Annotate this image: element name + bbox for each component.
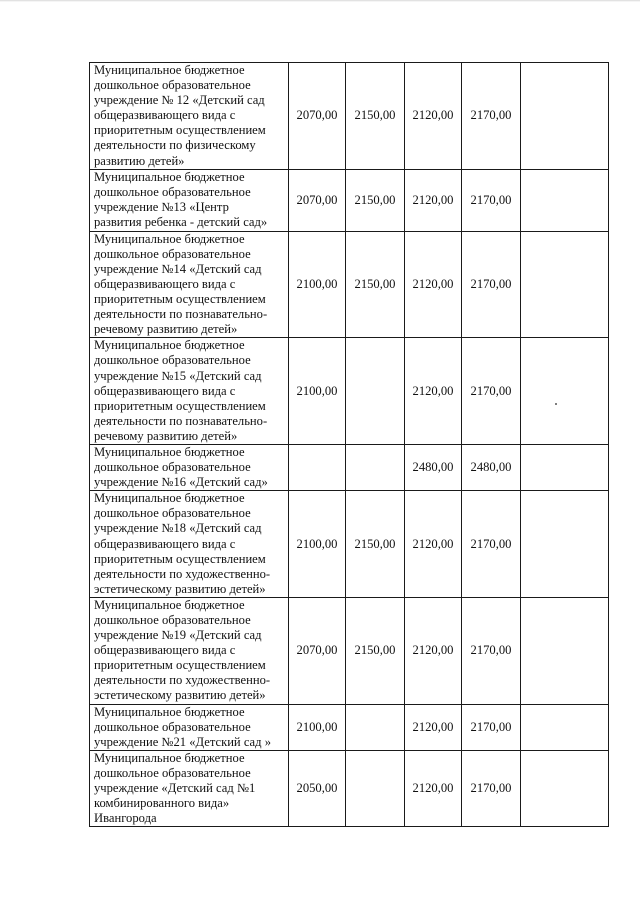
table-row xyxy=(90,704,609,750)
price-cell-2 xyxy=(346,704,405,750)
price-cell-3: 2120,00 xyxy=(405,169,462,231)
price-cell-5 xyxy=(521,338,609,445)
price-cell-5 xyxy=(521,169,609,231)
price-cell-4: 2480,00 xyxy=(462,444,521,490)
institution-name-cell: Муниципальное бюджетное дошкольное образовательное учреждение №18 «Детский сад общеразвивающего вида с приоритетным осуществлением деятельности по художественно- эстетическому развитию детей» xyxy=(90,491,289,598)
price-cell-4: 2170,00 xyxy=(462,338,521,445)
price-cell-5 xyxy=(521,444,609,490)
price-cell-2 xyxy=(346,750,405,826)
price-cell-3: 2480,00 xyxy=(405,444,462,490)
price-cell-4: 2170,00 xyxy=(462,231,521,338)
institution-name-cell: Муниципальное бюджетное дошкольное образовательное учреждение №14 «Детский сад общеразвивающего вида с приоритетным осуществлением деятельности по познавательно- речевому развитию детей» xyxy=(90,231,289,338)
price-cell-5 xyxy=(521,491,609,598)
price-cell-5 xyxy=(521,704,609,750)
table-row xyxy=(90,63,609,170)
price-cell-5 xyxy=(521,597,609,704)
price-cell-5 xyxy=(521,750,609,826)
price-cell-1: 2100,00 xyxy=(289,231,346,338)
institution-name-cell: Муниципальное бюджетное дошкольное образовательное учреждение №21 «Детский сад » xyxy=(90,704,289,750)
price-cell-2 xyxy=(346,338,405,445)
price-cell-3: 2120,00 xyxy=(405,704,462,750)
price-cell-4: 2170,00 xyxy=(462,63,521,170)
price-cell-3: 2120,00 xyxy=(405,491,462,598)
price-cell-2: 2150,00 xyxy=(346,597,405,704)
institution-name-cell: Муниципальное бюджетное дошкольное образовательное учреждение №13 «Центр развития ребенка - детский сад» xyxy=(90,169,289,231)
price-cell-1: 2050,00 xyxy=(289,750,346,826)
scan-top-edge xyxy=(0,0,640,2)
price-cell-3: 2120,00 xyxy=(405,750,462,826)
price-cell-4: 2170,00 xyxy=(462,704,521,750)
price-cell-4: 2170,00 xyxy=(462,597,521,704)
table-row xyxy=(90,338,609,445)
price-table xyxy=(89,62,609,827)
price-cell-1: 2070,00 xyxy=(289,597,346,704)
price-cell-4: 2170,00 xyxy=(462,491,521,598)
price-cell-3: 2120,00 xyxy=(405,231,462,338)
price-cell-3: 2120,00 xyxy=(405,338,462,445)
price-cell-1: 2070,00 xyxy=(289,63,346,170)
institution-name-cell: Муниципальное бюджетное дошкольное образовательное учреждение №16 «Детский сад» xyxy=(90,444,289,490)
table-row xyxy=(90,597,609,704)
institution-name-cell: Муниципальное бюджетное дошкольное образовательное учреждение №15 «Детский сад общеразвивающего вида с приоритетным осуществлением деятельности по познавательно- речевому развитию детей» xyxy=(90,338,289,445)
price-cell-2: 2150,00 xyxy=(346,491,405,598)
institution-name-cell: Муниципальное бюджетное дошкольное образовательное учреждение «Детский сад №1 комбинированного вида» Ивангорода xyxy=(90,750,289,826)
price-cell-1: 2100,00 xyxy=(289,491,346,598)
table-row xyxy=(90,750,609,826)
price-cell-2: 2150,00 xyxy=(346,63,405,170)
price-cell-1: 2100,00 xyxy=(289,704,346,750)
price-cell-5 xyxy=(521,63,609,170)
table-row xyxy=(90,231,609,338)
institution-name-cell: Муниципальное бюджетное дошкольное образовательное учреждение №19 «Детский сад общеразвивающего вида с приоритетным осуществлением деятельности по художественно- эстетическому развитию детей» xyxy=(90,597,289,704)
scan-speck xyxy=(555,403,557,405)
price-cell-1: 2070,00 xyxy=(289,169,346,231)
price-cell-2: 2150,00 xyxy=(346,231,405,338)
price-cell-3: 2120,00 xyxy=(405,63,462,170)
price-cell-4: 2170,00 xyxy=(462,750,521,826)
price-cell-1: 2100,00 xyxy=(289,338,346,445)
institution-name-cell: Муниципальное бюджетное дошкольное образовательное учреждение № 12 «Детский сад общеразвивающего вида с приоритетным осуществлением деятельности по физическому развитию детей» xyxy=(90,63,289,170)
price-cell-2 xyxy=(346,444,405,490)
price-cell-5 xyxy=(521,231,609,338)
table-row xyxy=(90,169,609,231)
table-row xyxy=(90,444,609,490)
table-row xyxy=(90,491,609,598)
price-cell-1 xyxy=(289,444,346,490)
price-cell-2: 2150,00 xyxy=(346,169,405,231)
price-cell-3: 2120,00 xyxy=(405,597,462,704)
price-cell-4: 2170,00 xyxy=(462,169,521,231)
